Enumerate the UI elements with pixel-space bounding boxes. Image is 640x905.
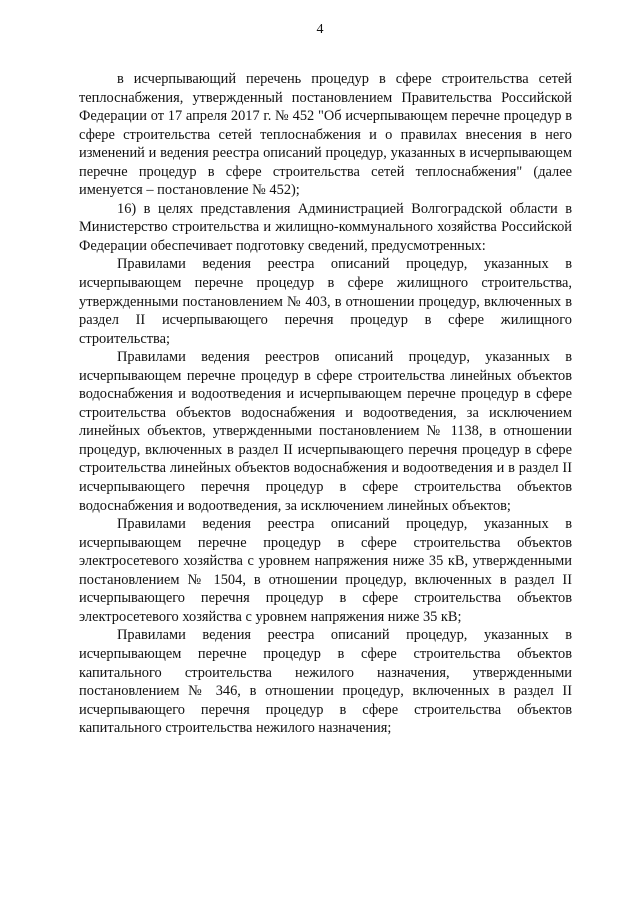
paragraph-housing-rules: Правилами ведения реестра описаний процедур, указанных в исчерпывающем перечне процедур в сфере жилищного строительства, утвержденными постановлением № 403, в отношении процедур, включенных в раздел II исчерпывающего перечня процедур в сфере жилищного строительства; — [79, 256, 572, 347]
paragraph-item-16: 16) в целях представления Администрацией Волгоградской области в Министерство строительства и жилищно-коммунального хозяйства Российской Федерации обеспечивает подготовку сведений, предусмотренных: — [79, 200, 572, 254]
paragraph-non-residential-rules: Правилами ведения реестра описаний процедур, указанных в исчерпывающем перечне процедур в сфере строительства объектов капитального строительства нежилого назначения, утвержденными постановлением № 346, в отношении процедур, включенных в раздел II исчерпывающего перечня процедур в сфере строительства объектов капитального строительства нежилого назначения; — [79, 627, 572, 737]
paragraph-heat-supply-list: в исчерпывающий перечень процедур в сфере строительства сетей теплоснабжения, утвержденный постановлением Правительства Российской Федерации от 17 апреля 2017 г. № 452 "Об исчерпывающем перечне процедур в сфере строительства сетей теплоснабжения и о правилах внесения в него изменений и ведения реестра описаний процедур, указанных в исчерпывающем перечне процедур в сфере строительства сетей теплоснабжения" (далее именуется – постановление № 452); — [79, 71, 572, 199]
document-body — [79, 70, 572, 738]
page-number: 4 — [316, 22, 324, 37]
paragraph-water-supply-rules: Правилами ведения реестров описаний процедур, указанных в исчерпывающем перечне процедур в сфере строительства линейных объектов водоснабжения и водоотведения и исчерпывающем перечне процедур в сфере строительства объектов водоснабжения и водоотведения, за исключением линейных объектов, утвержденными постановлением № 1138, в отношении процедур, включенных в раздел II исчерпывающего перечня процедур в сфере строительства линейных объектов водоснабжения и водоотведения и в раздел II исчерпывающего перечня процедур в сфере строительства объектов водоснабжения и водоотведения, за исключением линейных объектов; — [79, 349, 572, 514]
paragraph-electric-grid-rules: Правилами ведения реестра описаний процедур, указанных в исчерпывающем перечне процедур в сфере строительства объектов электросетевого хозяйства с уровнем напряжения ниже 35 кВ, утвержденными постановлением № 1504, в отношении процедур, включенных в раздел II исчерпывающего перечня процедур в сфере строительства объектов электросетевого хозяйства с уровнем напряжения ниже 35 кВ; — [79, 516, 572, 625]
